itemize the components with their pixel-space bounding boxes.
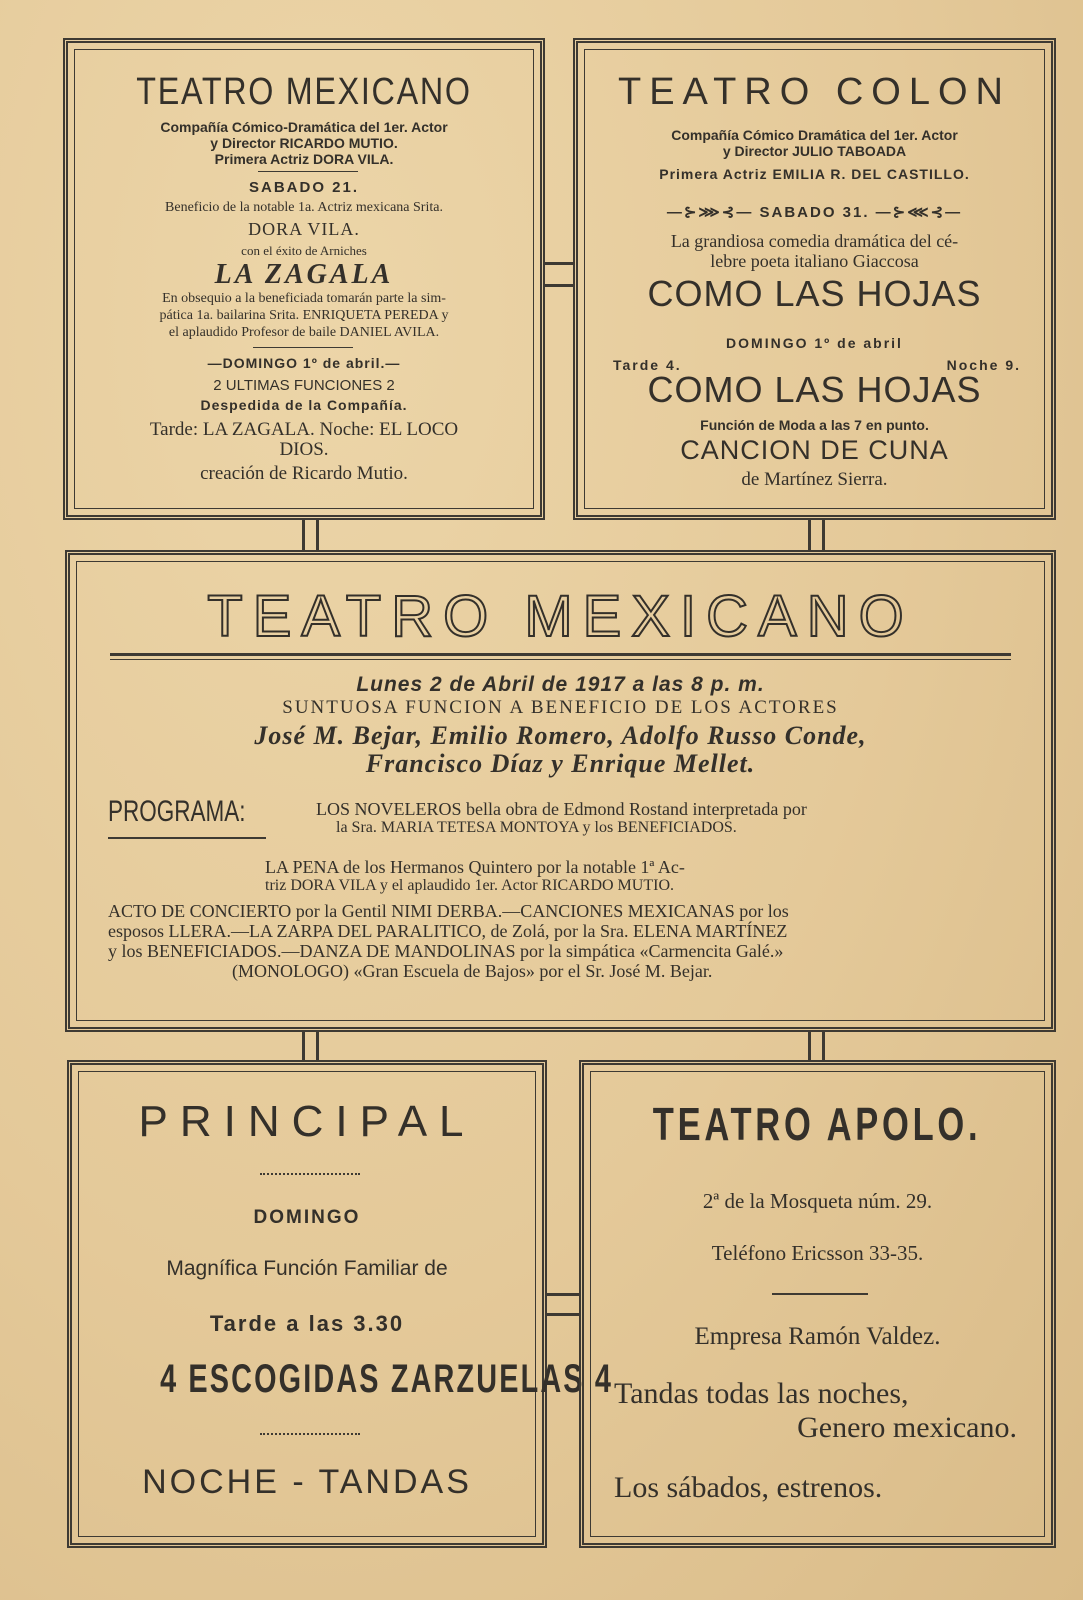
actors-line-2: Francisco Díaz y Enrique Mellet. [365, 749, 756, 778]
obsequio-line-3: el aplaudido Profesor de baile DANIEL AVILA. [168, 325, 440, 340]
date-sabado [578, 203, 1051, 221]
connector [545, 284, 573, 287]
connector [547, 1293, 579, 1296]
date-domingo: —DOMINGO 1º de abril.— [207, 355, 401, 371]
day-label: DOMINGO [253, 1207, 361, 1228]
saturdays-line: Los sábados, estrenos. [614, 1471, 883, 1504]
address-line: 2ª de la Mosqueta núm. 29. [702, 1189, 933, 1213]
ad-title: TEATRO MEXICANO [136, 71, 472, 113]
creation-line: creación de Ricardo Mutio. [200, 463, 408, 484]
obsequio-line-2: pática 1a. bailarina Srita. ENRIQUETA PEREDA y [159, 308, 449, 323]
divider [258, 171, 358, 172]
teatro-mexicano-benefit-ad [65, 550, 1056, 1032]
comedy-line-2: lebre poeta italiano Giaccosa [710, 251, 919, 271]
program-item-3b: esposos LLERA.—LA ZARPA DEL PARALITICO, de Zolá, por la Sra. ELENA MARTÍNEZ [108, 921, 788, 941]
ad-title: TEATRO COLON [618, 71, 1011, 113]
program-item-2a: LA PENA de los Hermanos Quintero por la notable 1ª Ac- [265, 857, 685, 877]
title-rule [110, 659, 1011, 660]
family-show-line: Magnífica Función Familiar de [166, 1257, 448, 1280]
comedy-line-1: La grandiosa comedia dramática del cé- [670, 231, 959, 251]
ornament-right: —⊱⋘⊰— [869, 204, 963, 221]
connector [316, 1032, 319, 1060]
schedule-line-1: Tarde: LA ZAGALA. Noche: EL LOCO [149, 419, 459, 440]
director-line: y Director RICARDO MUTIO. [210, 135, 398, 151]
connector [302, 520, 305, 550]
company-line: Compañía Cómico Dramática del 1er. Actor [671, 127, 958, 143]
actress-line: Primera Actriz DORA VILA. [214, 151, 394, 167]
program-item-1a: LOS NOVELEROS bella obra de Edmond Rostand interpretada por [316, 799, 807, 819]
teatro-mexicano-ad [63, 38, 545, 520]
noche-label: Noche 9. [946, 357, 1021, 373]
dotted-rule [260, 1433, 360, 1435]
connector [822, 1032, 825, 1060]
connector [808, 520, 811, 550]
program-label: PROGRAMA: [108, 795, 246, 828]
farewell-line: Despedida de la Compañía. [200, 397, 408, 413]
connector [822, 520, 825, 550]
date-domingo: DOMINGO 1º de abril [726, 335, 903, 351]
play-title-1: COMO LAS HOJAS [647, 273, 982, 314]
teatro-apolo-ad [579, 1060, 1056, 1548]
fashion-show-line: Función de Moda a las 7 en punto. [700, 417, 929, 433]
date-sabado: SABADO 21. [248, 179, 360, 196]
program-item-3a: ACTO DE CONCIERTO por la Gentil NIMI DERBA.—CANCIONES MEXICANAS por los [108, 901, 789, 921]
tandas-line-2: Genero mexicano. [797, 1411, 1017, 1444]
zarzuelas-text: 4 ESCOGIDAS ZARZUELAS 4 [160, 1357, 614, 1401]
connector [316, 520, 319, 550]
play-title-2: COMO LAS HOJAS [647, 369, 982, 410]
program-item-3c: y los BENEFICIADOS.—DANZA DE MANDOLINAS por la simpática «Carmencita Galé.» [108, 941, 784, 961]
director-line: y Director JULIO TABOADA [722, 143, 907, 159]
tandas-line-1: Tandas todas las noches, [614, 1377, 909, 1410]
actress-line: Primera Actriz EMILIA R. DEL CASTILLO. [659, 166, 970, 182]
author-line: con el éxito de Arniches [241, 243, 367, 258]
program-underline [108, 837, 266, 839]
divider [253, 347, 353, 348]
title-text: TEATRO APOLO. [653, 1098, 982, 1150]
company-line: Compañía Cómico-Dramática del 1er. Actor [160, 119, 448, 135]
dotted-rule [260, 1173, 360, 1175]
ad-title [584, 1097, 1051, 1151]
connector [547, 1313, 579, 1316]
zarzuelas-line [72, 1357, 614, 1402]
phone-line: Teléfono Ericsson 33-35. [711, 1241, 924, 1265]
ad-title: TEATRO MEXICANO [207, 584, 914, 649]
program-item-3d: (MONOLOGO) «Gran Escuela de Bajos» por el Sr. José M. Bejar. [232, 961, 713, 981]
benefit-line: Beneficio de la notable 1a. Actriz mexicana Srita. [165, 200, 443, 215]
play-title: LA ZAGALA [214, 259, 394, 290]
play-title-3: CANCION DE CUNA [680, 435, 949, 465]
tarde-label: Tarde 4. [613, 357, 682, 373]
afternoon-time: Tarde a las 3.30 [209, 1311, 405, 1336]
title-rule [110, 653, 1011, 656]
connector [545, 262, 573, 265]
last-shows: 2 ULTIMAS FUNCIONES 2 [213, 377, 395, 394]
evening-line: NOCHE - TANDAS [142, 1463, 472, 1501]
sabado-label: SABADO 31. [759, 204, 870, 221]
connector [302, 1032, 305, 1060]
connector [808, 1032, 811, 1060]
schedule-line-2: DIOS. [279, 439, 329, 460]
ornament-left: —⊱⋙⊰— [666, 204, 760, 221]
principal-ad [67, 1060, 614, 1548]
author-line: de Martínez Sierra. [741, 469, 888, 490]
obsequio-line-1: En obsequio a la beneficiada tomarán parte la sim- [162, 291, 446, 306]
benefit-heading: SUNTUOSA FUNCION A BENEFICIO DE LOS ACTORES [282, 697, 839, 718]
company-line: Empresa Ramón Valdez. [694, 1323, 941, 1350]
program-item-1b: la Sra. MARIA TETESA MONTOYA y los BENEFICIADOS. [336, 819, 737, 836]
event-date: Lunes 2 de Abril de 1917 a las 8 p. m. [356, 673, 765, 696]
program-item-2b: triz DORA VILA y el aplaudido 1er. Actor RICARDO MUTIO. [265, 877, 674, 894]
teatro-colon-ad [573, 38, 1056, 520]
divider [772, 1293, 868, 1295]
actors-line-1: José M. Bejar, Emilio Romero, Adolfo Russo Conde, [254, 721, 867, 750]
ad-title: PRINCIPAL [138, 1097, 476, 1146]
actress-name: DORA VILA. [248, 219, 360, 239]
